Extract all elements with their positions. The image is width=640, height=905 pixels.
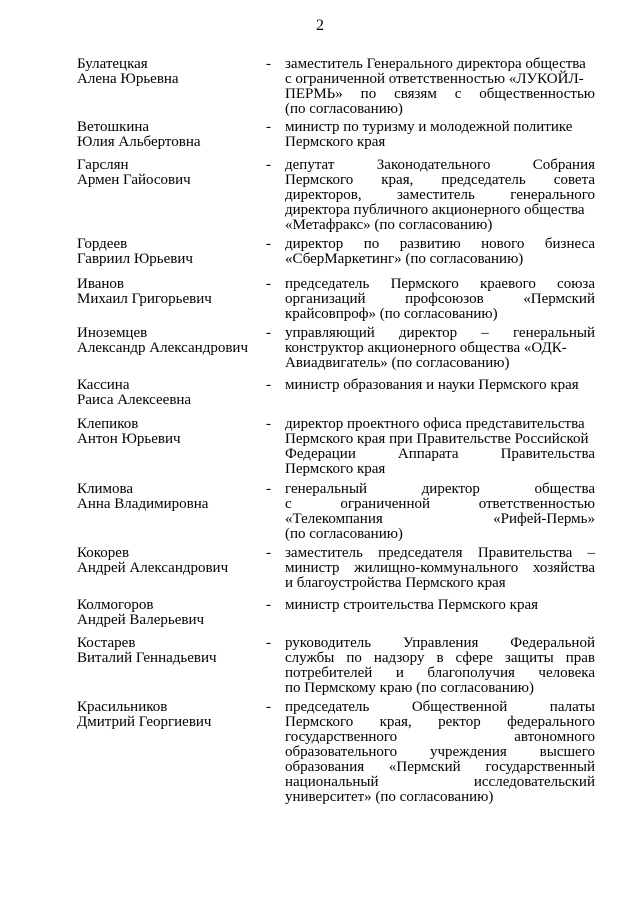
member-name [77,598,257,628]
position-line: директоров, заместитель генерального [285,187,595,203]
member-surname: Гордеев [77,236,128,252]
position-line: директор по развитию нового бизнеса [285,236,595,252]
position-line: Пермского края, ректор федерального [285,714,595,730]
position-line: Пермского края [285,134,386,150]
member-surname: Красильников [77,699,168,715]
member-position [285,482,595,542]
position-line: руководитель Управления Федеральной [285,635,595,651]
member-given-names: Юлия Альбертовна [77,134,201,150]
position-line: национальный исследовательский [285,774,595,790]
member-position [285,417,595,477]
member-given-names: Дмитрий Георгиевич [77,714,212,730]
member-given-names: Раиса Алексеевна [77,392,192,408]
position-line: заместитель председателя Правительства – [285,545,595,561]
separator-dash: - [266,119,271,135]
position-line: (по согласованию) [285,101,403,117]
position-line: ПЕРМЬ» по связям с общественностью [285,86,595,102]
member-position [285,326,595,371]
member-position [285,546,595,591]
member-surname: Ветошкина [77,119,150,135]
member-given-names: Михаил Григорьевич [77,291,212,307]
member-surname: Иванов [77,276,124,292]
member-position [285,700,595,805]
position-line: Пермского края при Правительстве Российской [285,431,589,447]
member-surname: Иноземцев [77,325,148,341]
member-name [77,417,257,447]
separator-dash: - [266,699,271,715]
member-name [77,158,257,188]
position-line: председатель Пермского краевого союза [285,276,595,292]
member-surname: Кокорев [77,545,130,561]
member-position [285,277,595,322]
position-line: «СберМаркетинг» (по согласованию) [285,251,524,267]
member-position [285,120,595,150]
separator-dash: - [266,157,271,173]
member-name [77,277,257,307]
separator-dash: - [266,635,271,651]
position-line: председатель Общественной палаты [285,699,595,715]
member-name [77,120,257,150]
separator-dash: - [266,416,271,432]
position-line: Пермского края [285,461,386,477]
separator-dash: - [266,481,271,497]
member-position [285,57,595,117]
member-name [77,700,257,730]
position-line: заместитель Генерального директора общества [285,56,586,72]
member-name [77,636,257,666]
position-line: «Метафракс» (по согласованию) [285,217,493,233]
member-name [77,237,257,267]
position-line: образования «Пермский государственный [285,759,595,775]
separator-dash: - [266,236,271,252]
position-line: директора публичного акционерного общества [285,202,585,218]
position-line: депутат Законодательного Собрания [285,157,595,173]
member-position [285,636,595,696]
member-given-names: Виталий Геннадьевич [77,650,217,666]
member-surname: Клепиков [77,416,139,432]
member-position [285,598,595,613]
position-line: управляющий директор – генеральный [285,325,595,341]
position-line: директор проектного офиса представительства [285,416,585,432]
position-line: и благоустройства Пермского края [285,575,506,591]
position-line: по Пермскому краю (по согласованию) [285,680,534,696]
position-line: министр образования и науки Пермского края [285,377,579,393]
member-surname: Булатецкая [77,56,148,72]
position-line: службы по надзору в сфере защиты прав [285,650,595,666]
member-surname: Климова [77,481,134,497]
position-line: с ограниченной ответственностью «ЛУКОЙЛ- [285,71,584,87]
position-line: министр жилищно-коммунального хозяйства [285,560,595,576]
member-given-names: Армен Гайосович [77,172,191,188]
member-surname: Кассина [77,377,130,393]
position-line: конструктор акционерного общества «ОДК- [285,340,567,356]
member-surname: Колмогоров [77,597,154,613]
position-line: организаций профсоюзов «Пермский [285,291,595,307]
position-line: с ограниченной ответственностью [285,496,595,512]
member-given-names: Анна Владимировна [77,496,209,512]
position-line: министр строительства Пермского края [285,597,539,613]
position-line: крайсовпроф» (по согласованию) [285,306,498,322]
separator-dash: - [266,545,271,561]
member-name [77,326,257,356]
position-line: «Телекомпания «Рифей-Пермь» [285,511,595,527]
position-line: Авиадвигатель» (по согласованию) [285,355,510,371]
member-given-names: Алена Юрьевна [77,71,179,87]
member-name [77,378,257,408]
separator-dash: - [266,597,271,613]
member-surname: Гарслян [77,157,129,173]
separator-dash: - [266,56,271,72]
separator-dash: - [266,377,271,393]
member-position [285,378,595,393]
position-line: (по согласованию) [285,526,403,542]
position-line: государственного автономного [285,729,595,745]
member-name [77,57,257,87]
position-line: потребителей и благополучия человека [285,665,595,681]
member-given-names: Андрей Валерьевич [77,612,205,628]
position-line: университет» (по согласованию) [285,789,494,805]
separator-dash: - [266,276,271,292]
position-line: образовательного учреждения высшего [285,744,595,760]
separator-dash: - [266,325,271,341]
position-line: Федерации Аппарата Правительства [285,446,595,462]
member-position [285,237,595,267]
position-line: Пермского края, председатель совета [285,172,595,188]
member-surname: Костарев [77,635,136,651]
member-given-names: Андрей Александрович [77,560,229,576]
page-number: 2 [316,17,324,34]
member-given-names: Гавриил Юрьевич [77,251,193,267]
member-name [77,482,257,512]
member-given-names: Александр Александрович [77,340,248,356]
member-given-names: Антон Юрьевич [77,431,181,447]
member-name [77,546,257,576]
position-line: генеральный директор общества [285,481,595,497]
member-position [285,158,595,233]
position-line: министр по туризму и молодежной политике [285,119,573,135]
